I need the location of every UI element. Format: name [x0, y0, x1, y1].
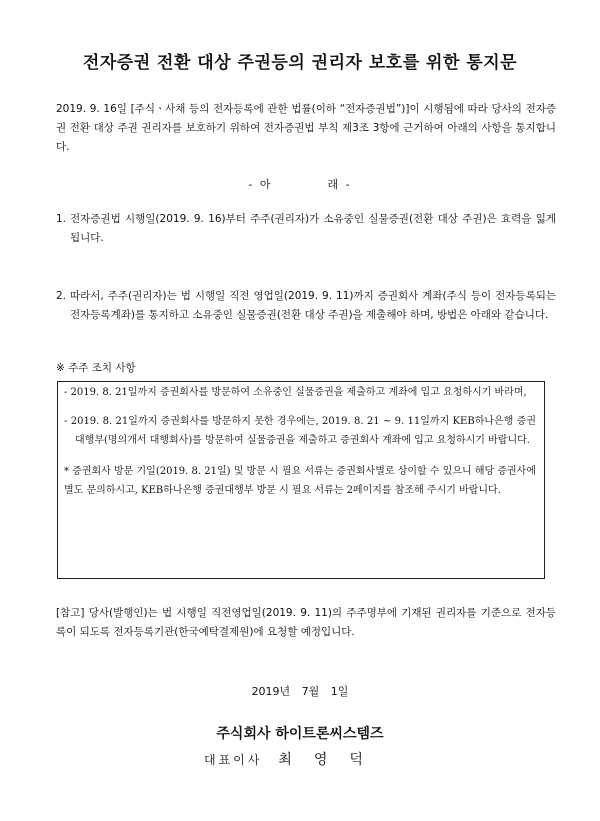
reference-note: [참고] 당사(발행인)는 법 시행일 직전영업일(2019. 9. 11)의 주주명부에 기재된 권리자를 기준으로 전자등록이 되도록 전자등록기관(한국예탁결제원)에 요청할 예정입니다.	[56, 607, 556, 638]
measures-title: ※ 주주 조치 사항	[56, 362, 136, 374]
representative-line	[204, 749, 385, 769]
item-text: 따라서, 주주(권리자)는 법 시행일 직전 영업일(2019. 9. 11)까지 증권회사 계좌(주식 등이 전자등록되는 전자등록계좌)를 통지하고 소유중인 실물증권(전환 대상 주권)을 제출해야 하며, 방법은 아래와 같습니다.	[70, 290, 556, 321]
intro-paragraph: 2019. 9. 16일 [주식ㆍ사채 등의 전자등록에 관한 법률(이하 “전자증권법”)]이 시행됨에 따라 당사의 전자증권 전환 대상 주권 권리자를 보호하기 위하여 전자증권법 부칙 제3조 3항에 근거하여 아래의 사항을 통지합니다.	[56, 103, 556, 153]
representative-title: 대표이사	[204, 753, 263, 767]
item-number: 2.	[56, 290, 67, 302]
measure-bullet: - 2019. 8. 21일까지 증권회사를 방문하여 소유중인 실물증권을 제출하고 계좌에 입고 요청하시기 바라며,	[64, 387, 527, 398]
item-number: 1.	[56, 213, 67, 225]
document-title: 전자증권 전환 대상 주권등의 권리자 보호를 위한 통지문	[82, 53, 518, 73]
measures-box	[57, 381, 545, 579]
representative-name: 최영덕	[278, 752, 385, 768]
company-name: 주식회사 하이트론씨스템즈	[216, 726, 384, 742]
section-heading: - 아 래 -	[248, 178, 352, 191]
list-item	[56, 210, 556, 248]
list-item	[56, 287, 556, 325]
document-date: 2019년 7월 1일	[251, 685, 349, 698]
measure-bullet: - 2019. 8. 21일까지 증권회사를 방문하지 못한 경우에는, 2019. 8. 21 ~ 9. 11일까지 KEB하나은행 증권대행부(명의개서 대행회사)를 방문하여 실물증권을 제출하고 증권회사 계좌에 입고 요청하시기 바랍니다.	[64, 416, 536, 446]
measure-footnote: * 증권회사 방문 기일(2019. 8. 21일) 및 방문 시 필요 서류는 증권회사별로 상이할 수 있으니 해당 증권사에 별도 문의하시고, KEB하나은행 증권대행부 방문 시 필요 서류는 2페이지를 참조해 주시기 바랍니다.	[64, 466, 536, 496]
item-text: 전자증권법 시행일(2019. 9. 16)부터 주주(권리자)가 소유중인 실물증권(전환 대상 주권)은 효력을 잃게 됩니다.	[70, 213, 556, 244]
